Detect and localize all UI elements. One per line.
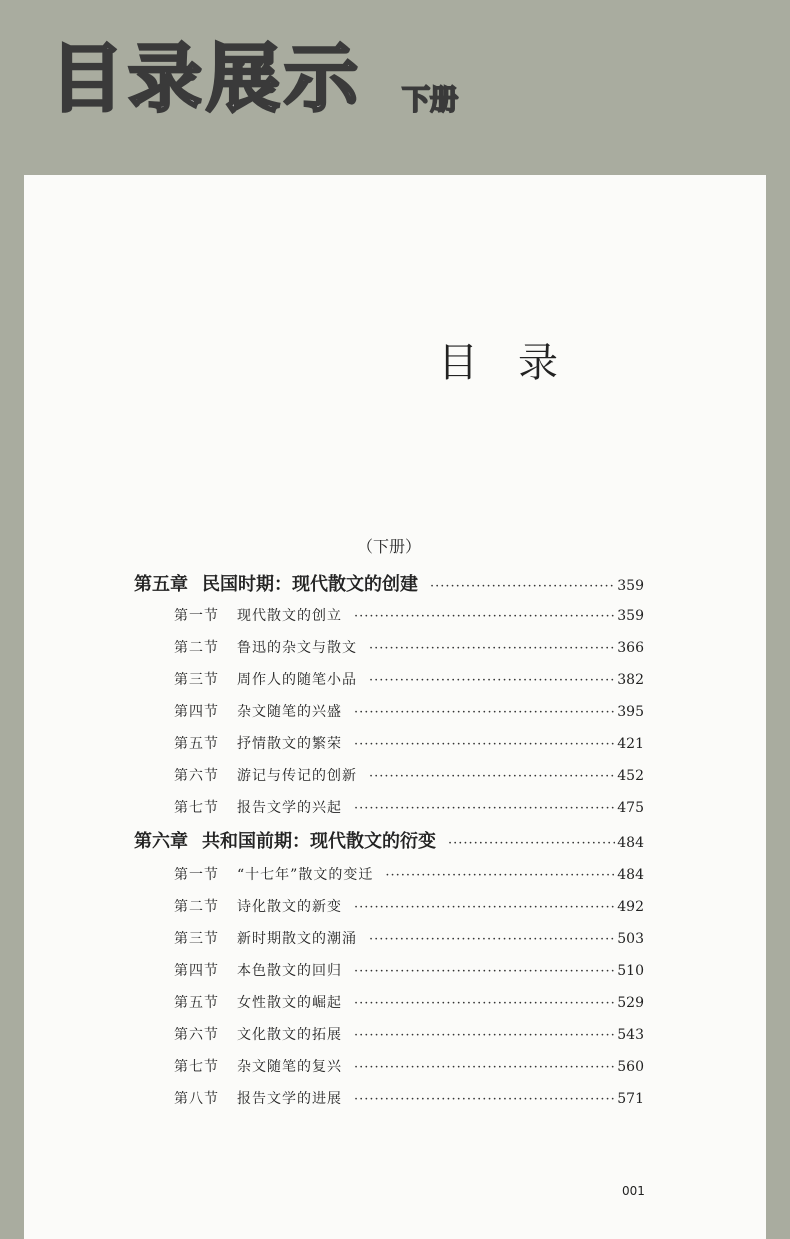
toc-heading: 目录 xyxy=(438,340,598,386)
entry-page: 475 xyxy=(617,800,644,816)
toc-section xyxy=(174,637,644,657)
toc-section xyxy=(174,605,644,625)
entry-page: 510 xyxy=(617,963,644,979)
leader-dots xyxy=(354,996,615,1011)
entry-page: 395 xyxy=(617,704,644,720)
entry-number: 第七节 xyxy=(174,1059,219,1075)
leader-dots xyxy=(430,579,615,594)
leader-dots xyxy=(385,868,615,883)
toc-section xyxy=(174,864,644,884)
entry-title: 文化散文的拓展 xyxy=(237,1027,342,1043)
entry-page: 359 xyxy=(617,578,644,594)
toc-section xyxy=(174,797,644,817)
entry-number: 第五章 xyxy=(134,574,188,595)
entry-number: 第六章 xyxy=(134,831,188,852)
entry-number: 第二节 xyxy=(174,899,219,915)
entry-page: 366 xyxy=(617,640,644,656)
entry-number: 第四节 xyxy=(174,963,219,979)
entry-page: 382 xyxy=(617,672,644,688)
entry-number: 第六节 xyxy=(174,1027,219,1043)
toc-section xyxy=(174,765,644,785)
banner-subtitle: 下册 xyxy=(402,83,459,116)
entry-title: 女性散文的崛起 xyxy=(237,995,342,1011)
volume-label xyxy=(24,534,766,557)
banner-title: 目录展示 xyxy=(50,36,362,122)
entry-page: 560 xyxy=(617,1059,644,1075)
toc-section xyxy=(174,992,644,1012)
entry-title: 游记与传记的创新 xyxy=(237,768,357,784)
toc-section xyxy=(174,1088,644,1108)
entry-title: 共和国前期：现代散文的衍变 xyxy=(202,831,436,852)
entry-number: 第一节 xyxy=(174,608,219,624)
entry-number: 第五节 xyxy=(174,736,219,752)
entry-page: 529 xyxy=(617,995,644,1011)
entry-number: 第二节 xyxy=(174,640,219,656)
entry-number: 第四节 xyxy=(174,704,219,720)
entry-title: 杂文随笔的复兴 xyxy=(237,1059,342,1075)
entry-title: 报告文学的进展 xyxy=(237,1091,342,1107)
leader-dots xyxy=(369,673,615,688)
page-number: 001 xyxy=(622,1184,645,1198)
entry-title: “十七年”散文的变迁 xyxy=(237,867,374,883)
toc-section xyxy=(174,960,644,980)
entry-number: 第七节 xyxy=(174,800,219,816)
leader-dots xyxy=(369,641,615,656)
entry-page: 452 xyxy=(617,768,644,784)
entry-title: 周作人的随笔小品 xyxy=(237,672,357,688)
entry-number: 第八节 xyxy=(174,1091,219,1107)
entry-page: 503 xyxy=(617,931,644,947)
entry-number: 第一节 xyxy=(174,867,219,883)
entry-title: 鲁迅的杂文与散文 xyxy=(237,640,357,656)
entry-title: 新时期散文的潮涌 xyxy=(237,931,357,947)
toc-section xyxy=(174,1056,644,1076)
entry-page: 421 xyxy=(617,736,644,752)
leader-dots xyxy=(354,1092,615,1107)
entry-title: 抒情散文的繁荣 xyxy=(237,736,342,752)
toc-section xyxy=(174,733,644,753)
leader-dots xyxy=(354,705,615,720)
leader-dots xyxy=(369,932,615,947)
toc-section xyxy=(174,896,644,916)
entry-page: 359 xyxy=(617,608,644,624)
toc-section xyxy=(174,669,644,689)
leader-dots xyxy=(354,609,615,624)
entry-number: 第三节 xyxy=(174,672,219,688)
banner xyxy=(0,0,790,175)
entry-title: 本色散文的回归 xyxy=(237,963,342,979)
leader-dots xyxy=(369,769,615,784)
entry-title: 诗化散文的新变 xyxy=(237,899,342,915)
entry-title: 民国时期：现代散文的创建 xyxy=(202,574,418,595)
leader-dots xyxy=(354,1060,615,1075)
entry-page: 484 xyxy=(617,835,644,851)
entry-title: 现代散文的创立 xyxy=(237,608,342,624)
entry-number: 第五节 xyxy=(174,995,219,1011)
entry-title: 杂文随笔的兴盛 xyxy=(237,704,342,720)
leader-dots xyxy=(448,836,615,851)
leader-dots xyxy=(354,801,615,816)
toc-chapter xyxy=(134,827,644,853)
leader-dots xyxy=(354,1028,615,1043)
entry-title: 报告文学的兴起 xyxy=(237,800,342,816)
entry-page: 543 xyxy=(617,1027,644,1043)
leader-dots xyxy=(354,737,615,752)
leader-dots xyxy=(354,964,615,979)
leader-dots xyxy=(354,900,615,915)
entry-number: 第六节 xyxy=(174,768,219,784)
entry-page: 484 xyxy=(617,867,644,883)
entry-page: 571 xyxy=(617,1091,644,1107)
toc-section xyxy=(174,1024,644,1044)
book-page xyxy=(24,175,766,1239)
entry-page: 492 xyxy=(617,899,644,915)
entry-number: 第三节 xyxy=(174,931,219,947)
toc-section xyxy=(174,928,644,948)
toc-chapter xyxy=(134,570,644,596)
volume-label-text: （下册） xyxy=(356,537,421,556)
toc-section xyxy=(174,701,644,721)
